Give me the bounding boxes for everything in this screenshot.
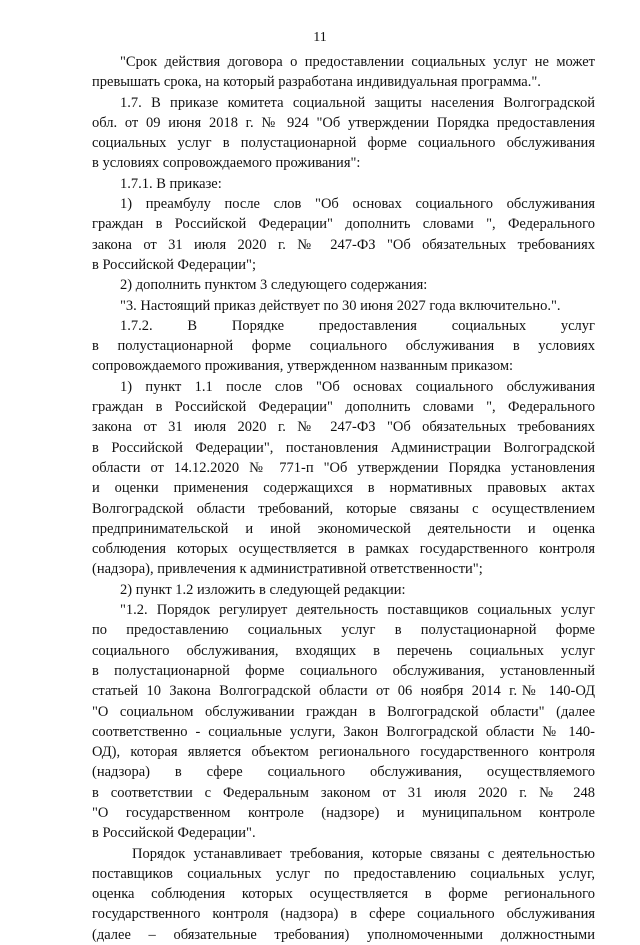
text-line: предпринимательской и иной экономической деятельности и оценка [92,520,595,537]
text-line: (надзора), привлечения к административной ответственности"; [92,561,483,578]
text-line: граждан в Российской Федерации" дополнить словами ", Федерального [92,216,595,233]
text-line: в полустационарной форме социального обслуживания, установленный [92,662,595,679]
document-body [92,52,595,945]
text-line: (надзора) в сфере социального обслуживания, осуществляемого [92,764,595,781]
text-line: в Российской Федерации", постановления Администрации Волгоградской [92,439,595,456]
text-line: в Российской Федерации". [92,825,256,842]
text-line: "3. Настоящий приказ действует по 30 июня 2027 года включительно.". [120,297,561,314]
text-line: 2) пункт 1.2 изложить в следующей редакции: [120,581,406,598]
text-line: превышать срока, на который разработана индивидуальная программа.". [92,74,541,91]
text-line: 2) дополнить пунктом 3 следующего содержания: [120,277,428,294]
text-line: закона от 31 июля 2020 г. № 247-ФЗ "Об обязательных требованиях [92,419,595,436]
text-line: 1.7.2. В Порядке предоставления социальных услуг [120,317,595,334]
text-line: сопровождаемого проживания, утвержденном названным приказом: [92,358,514,375]
text-line: (далее – обязательные требования) уполномоченными должностными [92,926,595,943]
text-line: государственного контроля (надзора) в сфере социального обслуживания [92,906,595,923]
text-line: оценка соблюдения которых осуществляется в форме регионального [92,886,595,903]
text-line: "О государственном контроле (надзоре) и муниципальном контроле [92,804,595,821]
text-line: в условиях сопровождаемого проживания": [92,155,361,172]
text-line: обл. от 09 июня 2018 г. № 924 "Об утверждении Порядка предоставления [92,114,595,131]
text-line: социального обслуживания, входящих в перечень социальных услуг [92,642,595,659]
page-number: 11 [313,30,327,45]
text-line: по предоставлению социальных услуг в полустационарной форме [92,622,595,639]
text-line: соответственно - социальные услуги, Закон Волгоградской области № 140- [92,723,595,740]
text-line: 1) преамбулу после слов "Об основах социального обслуживания [120,196,595,213]
text-line: ОД), которая является объектом регионального государственного контроля [92,744,595,761]
text-line: соблюдения которых осуществляется в рамках государственного контроля [92,541,595,558]
text-line: в полустационарной форме социального обслуживания в условиях [92,338,595,355]
text-line: поставщиков социальных услуг по предоставлению социальных услуг, [92,865,595,882]
text-line: закона от 31 июля 2020 г. № 247-ФЗ "Об обязательных требованиях [92,236,595,253]
text-line: 1) пункт 1.1 после слов "Об основах социального обслуживания [120,378,595,395]
text-line: статьей 10 Закона Волгоградской области от 06 ноября 2014 г.№ 140-ОД [92,683,595,700]
text-line: "Срок действия договора о предоставлении социальных услуг не может [120,54,595,70]
text-line: в Российской Федерации"; [92,256,256,273]
text-line: "1.2. Порядок регулирует деятельность поставщиков социальных услуг [120,602,595,619]
text-line: и оценки применения содержащихся в нормативных правовых актах [92,480,595,497]
text-line: в соответствии с Федеральным законом от 31 июля 2020 г. № 248 [92,784,595,801]
text-line: граждан в Российской Федерации" дополнить словами ", Федерального [92,399,595,416]
text-line: 1.7.1. В приказе: [120,175,222,192]
text-line: Порядок устанавливает требования, которые связаны с деятельностью [132,845,595,862]
text-line: области от 14.12.2020 № 771-п "Об утверждении Порядка установления [92,459,595,476]
text-line: Волгоградской области требований, которые связаны с осуществлением [92,500,595,517]
text-line: "О социальном обслуживании граждан в Волгоградской области" (далее [92,703,595,720]
text-line: 1.7. В приказе комитета социальной защиты населения Волгоградской [120,94,595,111]
text-line: социальных услуг в полустационарной форме социального обслуживания [92,135,595,152]
